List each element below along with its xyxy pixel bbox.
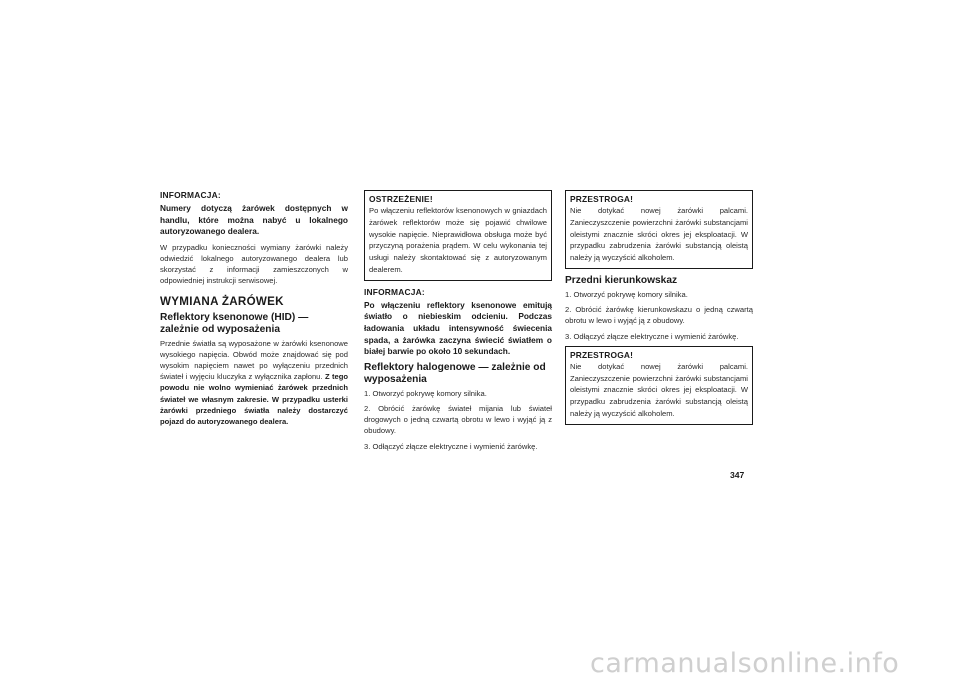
warning-box (364, 190, 552, 281)
warning-label: OSTRZEŻENIE! (369, 194, 433, 204)
caution-box (565, 346, 753, 425)
step-item: 3. Odłączyć złącze elektryczne i wymienić żarówkę. (364, 441, 538, 451)
column-left (160, 190, 348, 432)
turn-signal-heading: Przedni kierunkowskaz (565, 274, 678, 286)
caution-label: PRZESTROGA! (570, 194, 634, 204)
hid-paragraph (160, 338, 348, 428)
info-text: W przypadku konieczności wymiany żarówki należy odwiedzić lokalnego autoryzowanego dealera lub skorzystać z informacji zamieszczonych w odpowiedniej instrukcji serwisowej. (160, 242, 348, 286)
hid-heading: Reflektory ksenonowe (HID) — zależnie od wyposażenia (160, 311, 309, 335)
step-item: 3. Odłączyć złącze elektryczne i wymienić żarówkę. (565, 331, 739, 341)
info-label: INFORMACJA: (160, 190, 221, 200)
watermark: carmanualsonline.info (590, 648, 900, 679)
hid-bold-text: Z tego powodu nie wolno wymieniać żarówek przednich świateł we własnym zakresie. W przypadku usterki żarówki przedniego światła należy dostarczyć pojazd do autoryzowanego dealera. (160, 372, 349, 427)
halogen-heading: Reflektory halogenowe — zależnie od wyposażenia (364, 361, 546, 385)
step-item: 1. Otworzyć pokrywę komory silnika. (364, 388, 487, 398)
info-bold-text: Po włączeniu reflektory ksenonowe emitują światło o niebieskim odcieniu. Podczas ładowania układu intensywność świecenia spada, a żarówka zaczyna świecić światłem o białej barwie po około 10 sekundach. (364, 299, 552, 357)
column-right (565, 190, 753, 431)
info-label: INFORMACJA: (364, 286, 425, 297)
caution-text: Nie dotykać nowej żarówki palcami. Zanieczyszczenie powierzchni żarówki substancjami oleistymi znacznie skróci okres jej eksploatacji. W przypadku zabrudzenia żarówki substancją oleistą należy ją wyczyścić alkoholem. (570, 361, 748, 418)
caution-text: Nie dotykać nowej żarówki palcami. Zanieczyszczenie powierzchni żarówki substancjami oleistymi znacznie skróci okres jej eksploatacji. W przypadku zabrudzenia żarówki substancją oleistą należy ją wyczyścić alkoholem. (570, 206, 748, 263)
step-item: 2. Obrócić żarówkę świateł mijania lub świateł drogowych o jedną czwartą obrotu w lewo i wyjąć ją z obudowy. (364, 403, 552, 436)
page-number: 347 (730, 470, 745, 480)
caution-label: PRZESTROGA! (570, 349, 634, 360)
hid-text: Przednie światła są wyposażone w żarówki ksenonowe wysokiego napięcia. Obwód może znajdować się pod wysokim napięciem nawet po wyłączeniu przednich świateł i wyjęciu kluczyka z wyłącznika zapłonu. (160, 338, 348, 382)
section-title: WYMIANA ŻARÓWEK (160, 294, 284, 308)
warning-text: Po włączeniu reflektorów ksenonowych w gniazdach żarówek reflektorów może się pojawić chwilowe wysokie napięcie. Nieprawidłowa obsługa może być przyczyną porażenia prądem. W celu wykonania tej usługi należy skontaktować się z autoryzowanym dealerem. (369, 206, 547, 274)
step-item: 2. Obrócić żarówkę kierunkowskazu o jedną czwartą obrotu w lewo i wyjąć ją z obudowy. (565, 305, 753, 326)
caution-box (565, 190, 753, 269)
column-middle (364, 190, 552, 456)
info-bold-text: Numery dotyczą żarówek dostępnych w handlu, które można nabyć u lokalnego autoryzowanego dealera. (160, 203, 348, 237)
step-item: 1. Otworzyć pokrywę komory silnika. (565, 289, 688, 299)
